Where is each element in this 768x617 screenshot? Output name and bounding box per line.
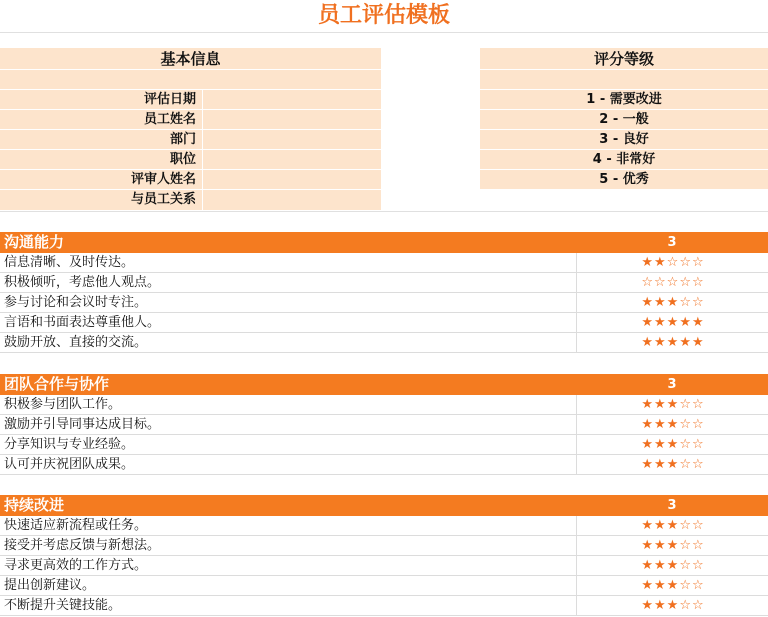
star-rating[interactable]: ☆☆☆☆☆	[576, 273, 768, 293]
criterion-text: 参与讨论和会议时专注。	[4, 295, 148, 310]
field-label-reviewer-name: 评审人姓名	[0, 170, 202, 190]
list-item	[0, 333, 768, 353]
star-rating[interactable]: ★★★☆☆	[576, 415, 768, 435]
section-title: 沟通能力	[4, 233, 65, 251]
field-input-employee-name[interactable]	[202, 110, 381, 130]
field-label-employee-name: 员工姓名	[0, 110, 202, 130]
rating-level-2: 2 - 一般	[480, 110, 768, 130]
list-item	[0, 435, 768, 455]
rating-level-1: 1 - 需要改进	[480, 90, 768, 110]
field-input-department[interactable]	[202, 130, 381, 150]
list-item	[0, 576, 768, 596]
criterion-text: 积极参与团队工作。	[4, 397, 122, 412]
section-score: 3	[667, 498, 677, 513]
criterion-text: 言语和书面表达尊重他人。	[4, 315, 161, 330]
star-rating[interactable]: ★★★☆☆	[576, 596, 768, 616]
list-item	[0, 415, 768, 435]
field-label-eval-date: 评估日期	[0, 90, 202, 110]
criterion-text: 分享知识与专业经验。	[4, 437, 135, 452]
list-item	[0, 313, 768, 333]
field-input-eval-date[interactable]	[202, 90, 381, 110]
basic-info-header: 基本信息	[0, 48, 381, 70]
section-score: 3	[667, 377, 677, 392]
criterion-text: 积极倾听，考虑他人观点。	[4, 275, 161, 290]
criterion-text: 寻求更高效的工作方式。	[4, 558, 148, 573]
star-rating[interactable]: ★★★☆☆	[576, 576, 768, 596]
page-title: 员工评估模板	[317, 3, 450, 28]
star-rating[interactable]: ★★★☆☆	[576, 516, 768, 536]
list-item	[0, 273, 768, 293]
list-item	[0, 556, 768, 576]
star-rating[interactable]: ★★☆☆☆	[576, 253, 768, 273]
criterion-text: 快速适应新流程或任务。	[4, 518, 148, 533]
section-title: 团队合作与协作	[4, 375, 110, 393]
rating-scale-blank-row	[480, 70, 768, 90]
criterion-text: 鼓励开放、直接的交流。	[4, 335, 148, 350]
field-input-reviewer-name[interactable]	[202, 170, 381, 190]
section-header-communication	[0, 232, 768, 253]
rating-scale-header: 评分等级	[480, 48, 768, 70]
star-rating[interactable]: ★★★★★	[576, 313, 768, 333]
list-item	[0, 516, 768, 536]
section-score: 3	[667, 235, 677, 250]
list-item	[0, 455, 768, 475]
star-rating[interactable]: ★★★☆☆	[576, 536, 768, 556]
list-item	[0, 536, 768, 556]
star-rating[interactable]: ★★★★★	[576, 333, 768, 353]
criterion-text: 不断提升关键技能。	[4, 598, 122, 613]
list-item	[0, 395, 768, 415]
criterion-text: 提出创新建议。	[4, 578, 96, 593]
star-rating[interactable]: ★★★☆☆	[576, 455, 768, 475]
criterion-text: 激励并引导同事达成目标。	[4, 417, 161, 432]
list-item	[0, 596, 768, 616]
field-label-relationship: 与员工关系	[0, 190, 202, 211]
section-header-improvement	[0, 495, 768, 516]
section-title: 持续改进	[4, 496, 65, 514]
criterion-text: 接受并考虑反馈与新想法。	[4, 538, 161, 553]
field-label-position: 职位	[0, 150, 202, 170]
rating-level-3: 3 - 良好	[480, 130, 768, 150]
gridline	[0, 32, 768, 33]
field-input-position[interactable]	[202, 150, 381, 170]
field-input-relationship[interactable]	[202, 190, 381, 211]
rating-level-5: 5 - 优秀	[480, 170, 768, 190]
section-header-teamwork	[0, 374, 768, 395]
star-rating[interactable]: ★★★☆☆	[576, 395, 768, 415]
basic-info-blank-row	[0, 70, 381, 90]
star-rating[interactable]: ★★★☆☆	[576, 556, 768, 576]
list-item	[0, 253, 768, 273]
star-rating[interactable]: ★★★☆☆	[576, 293, 768, 313]
criterion-text: 认可并庆祝团队成果。	[4, 457, 135, 472]
field-label-department: 部门	[0, 130, 202, 150]
list-item	[0, 293, 768, 313]
star-rating[interactable]: ★★★☆☆	[576, 435, 768, 455]
criterion-text: 信息清晰、及时传达。	[4, 255, 135, 270]
rating-level-4: 4 - 非常好	[480, 150, 768, 170]
gridline	[0, 211, 768, 212]
